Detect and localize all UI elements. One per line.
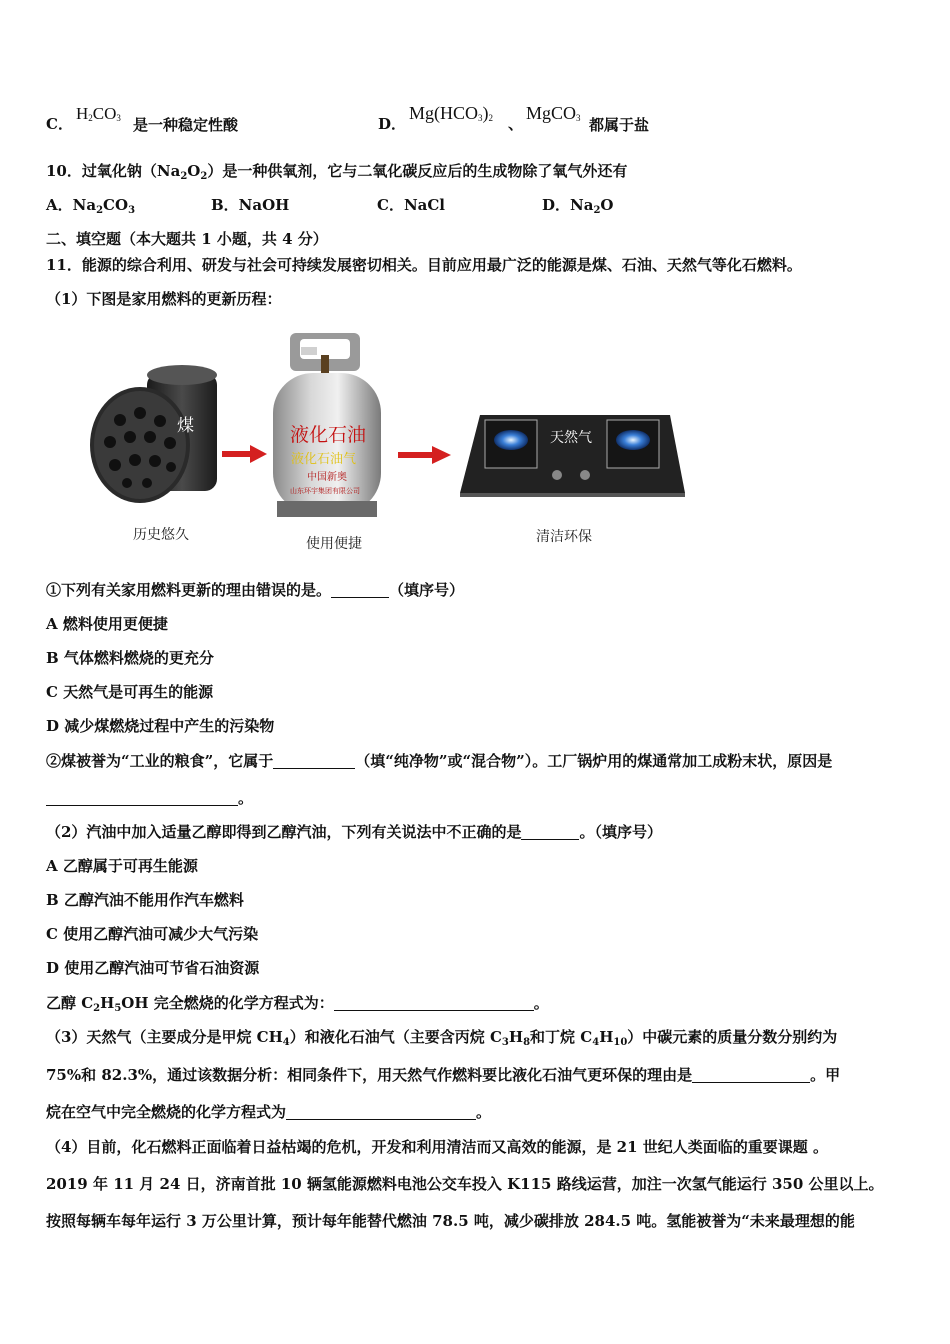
q11-stem: 11．能源的综合利用、研发与社会可持续发展密切相关。目前应用最广泛的能源是煤、石油、天然气等化石燃料。	[46, 256, 802, 274]
arrow-right-icon	[398, 446, 451, 464]
q11-p2-eq-end: 。	[533, 994, 549, 1012]
q11-p2-eq-b: OH 完全燃烧的化学方程式为：	[121, 994, 334, 1012]
q11-part3-line2	[46, 1065, 840, 1085]
q11-p2-option-c: C 使用乙醇汽油可减少大气污染	[46, 925, 259, 943]
q11-part3-line1	[46, 1027, 837, 1053]
q11-s2-end: 。	[238, 789, 254, 807]
q11-s2-text: ②煤被誉为“工业的粮食”，它属于	[46, 752, 274, 770]
q9-d-f2-sub3: 3	[576, 113, 581, 123]
q11-p2-option-b: B 乙醇汽油不能用作汽车燃料	[46, 891, 244, 909]
q11-s1-option-d: D 减少煤燃烧过程中产生的污染物	[46, 717, 275, 735]
q10-option-c	[377, 195, 445, 215]
tank-small-2: 山东环宇集团有限公司	[290, 487, 360, 495]
q11-s1-option-b: B 气体燃料燃烧的更充分	[46, 649, 214, 667]
q10-d-sub: 2	[593, 205, 601, 216]
q11-s1-question	[46, 580, 464, 600]
q10-option-a	[46, 195, 135, 221]
q9-d-f1a: Mg(HCO	[409, 103, 479, 123]
q10-d-text: D．Na	[542, 196, 594, 214]
q10-sub: 2	[200, 171, 208, 182]
q11-s1-option-c: C 天然气是可再生的能源	[46, 683, 214, 701]
q9-c-sub3: 3	[116, 113, 121, 123]
q11-p3-sub: 10	[613, 1037, 628, 1048]
q11-p2-eq-sub: 2	[93, 1003, 101, 1014]
tank-small-1: 中国新奥	[307, 472, 347, 483]
q11-p3-d: ）中碳元素的质量分数分别约为	[627, 1028, 838, 1046]
q11-p3-sub: 3	[501, 1037, 509, 1048]
q9-d-f1-sub3: 3	[478, 113, 483, 123]
q11-p3-line3-end: 。	[476, 1103, 492, 1121]
arrow-right-icon	[222, 445, 267, 463]
q9-d-sep-span: 、	[508, 115, 524, 133]
q10-a-text: A．Na	[46, 196, 97, 214]
q9-option-d	[378, 114, 406, 134]
q9-c-text	[133, 115, 238, 135]
answer-blank[interactable]	[286, 1104, 476, 1120]
q11-p3-line2-text: 75%和 82.3%，通过该数据分析：相同条件下，用天然气作燃料要比液化石油气更环保的理由是	[46, 1066, 693, 1084]
q11-p2-equation	[46, 993, 549, 1019]
q11-p3-sub: 4	[282, 1037, 290, 1048]
coal-briquette-image	[90, 365, 217, 503]
answer-blank[interactable]	[334, 995, 534, 1011]
q11-p2-tail: 。（填序号）	[579, 823, 662, 841]
q9-d-formula	[409, 103, 493, 128]
q11-p2-eq-h: H	[100, 994, 115, 1012]
answer-blank[interactable]	[46, 790, 238, 806]
q11-part4-line3: 按照每辆车每年运行 3 万公里计算，预计每年能替代燃油 78.5 吨，减少碳排放 284.5 吨。氢能被誉为“未来最理想的能	[46, 1212, 855, 1230]
q9-c-text-span: 是一种稳定性酸	[133, 116, 239, 134]
q11-p2-eq-a: 乙醇 C	[46, 994, 94, 1012]
fuel-evolution-figure	[85, 325, 695, 555]
q9-d-f2a: MgCO	[526, 103, 577, 123]
q11-p3-a: （3）天然气（主要成分是甲烷 CH	[46, 1028, 283, 1046]
q11-s1-tail: （填序号）	[389, 581, 465, 599]
q11-s2-question	[46, 751, 832, 771]
q10-d-o: O	[600, 196, 614, 214]
q9-d-text	[589, 115, 649, 135]
answer-blank[interactable]	[331, 582, 389, 598]
q9-d-f1-sub2: 2	[488, 113, 494, 123]
q11-p3-h2: H	[599, 1028, 614, 1046]
gas-stove-image	[460, 415, 685, 497]
q11-p2-text: （2）汽油中加入适量乙醇即得到乙醇汽油，下列有关说法中不正确的是	[46, 823, 522, 841]
q10-option-b	[211, 195, 289, 215]
q11-p3-b: ）和液化石油气（主要含丙烷 C	[289, 1028, 502, 1046]
q11-s1-text: ①下列有关家用燃料更新的理由错误的是。	[46, 581, 332, 599]
q9-c-h: H	[76, 104, 89, 123]
q11-p3-c: 和丁烷 C	[530, 1028, 593, 1046]
q9-c-co: CO	[92, 104, 117, 123]
stove-label: 天然气	[550, 430, 592, 446]
q11-p2-eq-sub: 5	[114, 1003, 122, 1014]
q9-c-sub2: 2	[88, 113, 93, 123]
q10-stem-b: O	[187, 162, 201, 180]
section-2-heading: 二、填空题（本大题共 1 小题，共 4 分）	[46, 230, 328, 248]
q11-s1-option-a: A 燃料使用更便捷	[46, 615, 168, 633]
q10-c-text: C．NaCl	[377, 196, 446, 214]
q11-part4-line1: （4）目前，化石燃料正面临着日益枯竭的危机，开发和利用清洁而又高效的能源，是 21 世纪人类面临的重要课题 。	[46, 1138, 828, 1156]
tank-label-red: 液化石油	[290, 424, 367, 446]
q9-d-text-span: 都属于盐	[589, 116, 650, 134]
q11-p2-option-d: D 使用乙醇汽油可节省石油资源	[46, 959, 260, 977]
q9-d-f1b: )	[482, 103, 489, 123]
q11-p3-h: H	[508, 1028, 524, 1046]
coal-caption: 历史悠久	[133, 527, 189, 543]
q11-part2-question	[46, 822, 662, 842]
fuel-evolution-svg	[85, 325, 695, 555]
q11-s2-mid: （填“纯净物”或“混合物”）。工厂锅炉用的煤通常加工成粉末状，原因是	[355, 752, 833, 770]
q9-d-label: D．	[378, 115, 407, 133]
q11-p2-option-a: A 乙醇属于可再生能源	[46, 857, 198, 875]
q11-p3-line2-end: 。甲	[810, 1066, 841, 1084]
q10-stem	[46, 161, 627, 187]
q11-s2-answer-line	[46, 788, 253, 808]
q11-p3-sub: 8	[523, 1037, 531, 1048]
q11-part3-line3	[46, 1102, 491, 1122]
answer-blank[interactable]	[692, 1067, 810, 1083]
q10-a-sub: 2	[96, 205, 104, 216]
stove-caption: 清洁环保	[536, 529, 592, 545]
q10-a-sub: 3	[128, 205, 136, 216]
q9-c-label: C．	[46, 115, 73, 133]
q10-stem-a: 10．过氧化钠（Na	[46, 162, 181, 180]
q9-option-c	[46, 114, 73, 134]
q11-part1-intro: （1）下图是家用燃料的更新历程：	[46, 290, 282, 308]
q9-d-formula2	[526, 103, 581, 128]
answer-blank[interactable]	[521, 824, 579, 840]
answer-blank[interactable]	[273, 753, 355, 769]
tank-caption: 使用便捷	[306, 536, 362, 552]
q9-d-sep	[508, 114, 523, 134]
q10-stem-c: ）是一种供氧剂，它与二氧化碳反应后的生成物除了氧气外还有	[207, 162, 628, 180]
q10-sub: 2	[180, 171, 188, 182]
q9-c-formula	[76, 104, 121, 128]
q11-p3-sub: 4	[592, 1037, 600, 1048]
tank-label-yellow: 液化石油气	[291, 452, 357, 467]
coal-label: 煤	[177, 416, 194, 436]
q11-p3-line3-text: 烷在空气中完全燃烧的化学方程式为	[46, 1103, 287, 1121]
q10-option-d	[542, 195, 614, 221]
q10-a-co: CO	[103, 196, 129, 214]
q11-part4-line2: 2019 年 11 月 24 日，济南首批 10 辆氢能源燃料电池公交车投入 K115 路线运营，加注一次氢气能运行 350 公里以上。	[46, 1175, 884, 1193]
q10-b-text: B．NaOH	[211, 196, 290, 214]
